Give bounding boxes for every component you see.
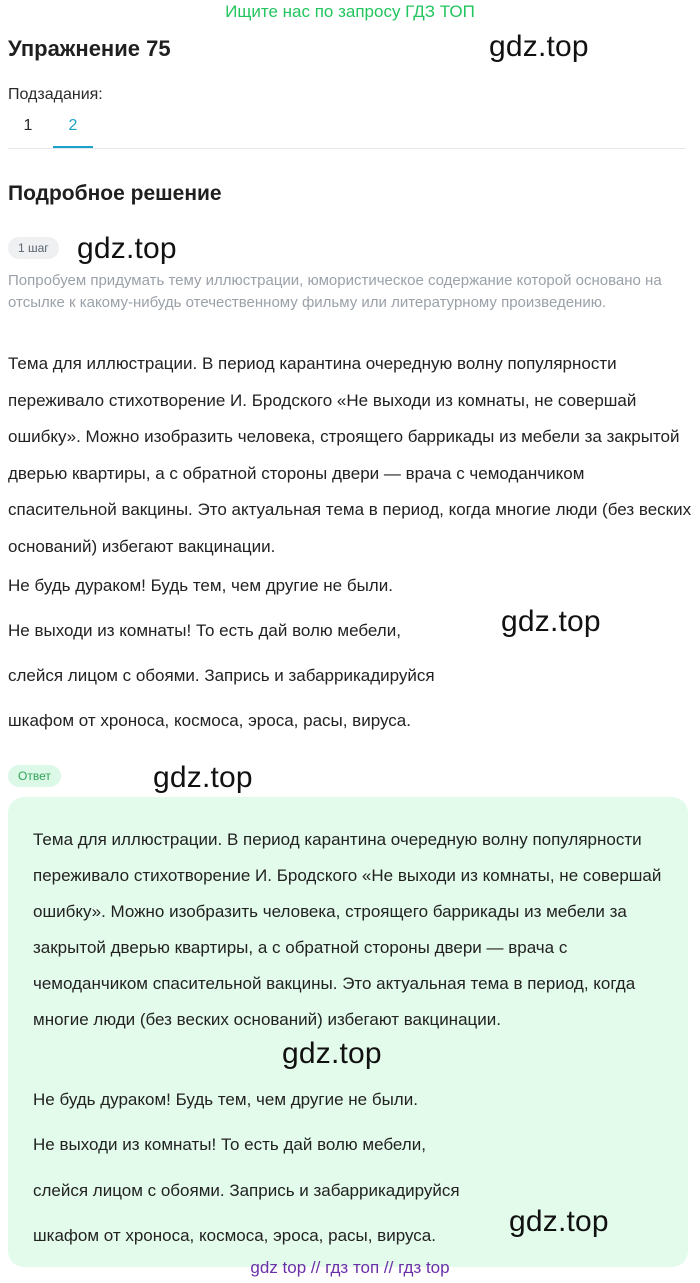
watermark: gdz.top — [153, 761, 253, 794]
verse-line: слейся лицом с обоями. Запрись и забаррикадируйся — [8, 666, 435, 685]
verse-line: шкафом от хроноса, космоса, эроса, расы, вируса. — [8, 711, 411, 730]
step-badge: 1 шаг — [8, 237, 59, 259]
step-hint: Попробуем придумать тему иллюстрации, юмористическое содержание которой основано на отсылке к какому-нибудь отечественному фильму или литературному произведению. — [8, 272, 662, 311]
answer-verse-line: Не выходи из комнаты! То есть дай волю мебели, — [33, 1135, 426, 1154]
watermark: gdz.top — [77, 232, 177, 265]
answer-badge: Ответ — [8, 765, 61, 787]
answer-verse-line: слейся лицом с обоями. Запрись и забаррикадируйся — [33, 1181, 460, 1200]
promo-banner: Ищите нас по запросу ГДЗ ТОП — [225, 2, 475, 21]
page-title: Упражнение 75 — [8, 36, 171, 61]
verse-line: Не будь дураком! Будь тем, чем другие не были. — [8, 576, 393, 595]
answer-verse-line: шкафом от хроноса, космоса, эроса, расы, вируса. — [33, 1226, 436, 1245]
tab-subtask-1[interactable]: 1 — [23, 117, 33, 134]
watermark: gdz.top — [509, 1205, 609, 1238]
subtasks-label: Подзадания: — [8, 86, 103, 103]
verse-line: Не выходи из комнаты! То есть дай волю мебели, — [8, 621, 401, 640]
solution-text: Тема для иллюстрации. В период карантина очередную волну популярности переживало стихотворение И. Бродского «Не выходи из комнаты, не совершай ошибку». Можно изобразить человека, строящего баррикады из мебели за закрытой дверью квартиры, а с обратной стороны двери — врача с чемоданчиком спасительной вакцины. Это актуальная тема в период, когда многие люди (без веских оснований) избегают вакцинации. — [8, 354, 692, 556]
watermark: gdz.top — [489, 30, 589, 63]
watermark: gdz.top — [501, 605, 601, 638]
answer-verse-line: Не будь дураком! Будь тем, чем другие не были. — [33, 1090, 418, 1109]
answer-text: Тема для иллюстрации. В период карантина очередную волну популярности переживало стихотворение И. Бродского «Не выходи из комнаты, не совершай ошибку». Можно изобразить человека, строящего баррикады из мебели за закрытой дверью квартиры, а с обратной стороны двери — врача с чемоданчиком спасительной вакцины. Это актуальная тема в период, когда многие люди (без веских оснований) избегают вакцинации. — [33, 830, 662, 1029]
subtask-tabs — [8, 108, 686, 149]
watermark: gdz.top — [282, 1037, 382, 1070]
footer-links[interactable]: gdz top // гдз топ // гдз top — [250, 1258, 450, 1277]
tab-subtask-2[interactable]: 2 — [53, 108, 93, 148]
solution-title: Подробное решение — [8, 182, 222, 205]
